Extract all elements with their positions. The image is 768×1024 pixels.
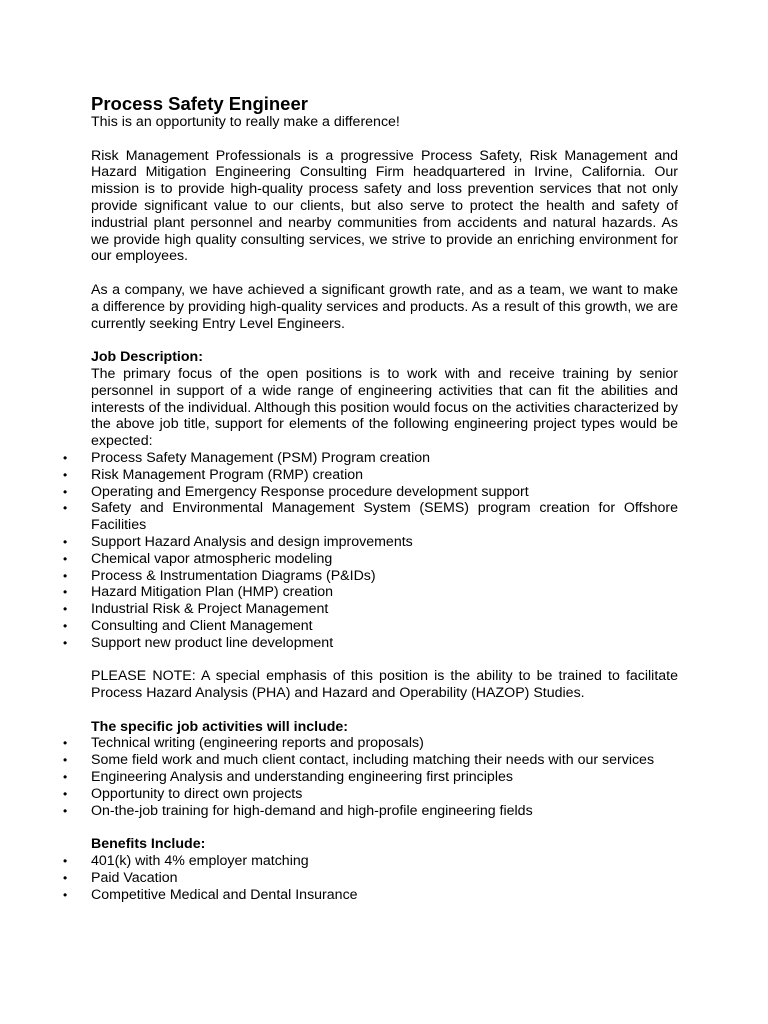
list-item-text: Safety and Environmental Management System (SEMS) program creation for Offshore Facilities bbox=[91, 500, 678, 534]
bullet-icon: • bbox=[63, 585, 68, 600]
list-item-text: Chemical vapor atmospheric modeling bbox=[91, 550, 333, 567]
list-item-text: Competitive Medical and Dental Insurance bbox=[91, 886, 358, 903]
list-item bbox=[63, 735, 678, 752]
list-item-text: Some field work and much client contact, including matching their needs with our services bbox=[91, 752, 655, 769]
list-item-text: 401(k) with 4% employer matching bbox=[91, 853, 309, 870]
list-item bbox=[63, 483, 678, 501]
bullet-icon: • bbox=[63, 854, 68, 869]
list-item-text: Opportunity to direct own projects bbox=[91, 785, 303, 802]
list-item-text: Engineering Analysis and understanding engineering first principles bbox=[91, 769, 513, 786]
please-note: PLEASE NOTE: A special emphasis of this position is the ability to be trained to facilitate Process Hazard Analysis (PHA) and Hazard and Operability (HAZOP) Studies. bbox=[91, 668, 678, 702]
list-item-text: Technical writing (engineering reports and proposals) bbox=[91, 735, 424, 752]
bullet-icon: • bbox=[63, 618, 68, 633]
job-description-text: The primary focus of the open positions is to work with and receive training by senior personnel in support of a wide range of engineering activities that can fit the abilities and interests of the individual. Although this position would focus on the activities characterized by the above job title, support for elements of the following engineering project types would be expected: bbox=[91, 365, 678, 450]
list-item bbox=[63, 550, 678, 568]
list-item-text: Industrial Risk & Project Management bbox=[91, 601, 329, 618]
specific-activities-list bbox=[63, 735, 678, 819]
bullet-icon: • bbox=[63, 803, 68, 818]
bullet-icon: • bbox=[63, 635, 68, 650]
list-item-text: Paid Vacation bbox=[91, 869, 178, 886]
list-item bbox=[63, 802, 678, 820]
bullet-icon: • bbox=[63, 467, 68, 482]
bullet-icon: • bbox=[63, 870, 68, 885]
benefits-list bbox=[63, 853, 678, 903]
list-item-text: Consulting and Client Management bbox=[91, 617, 313, 634]
benefits-heading: Benefits Include: bbox=[91, 836, 206, 853]
job-description-list bbox=[63, 449, 678, 652]
list-item bbox=[63, 853, 678, 870]
bullet-icon: • bbox=[63, 887, 68, 902]
list-item bbox=[63, 886, 678, 904]
list-item bbox=[63, 601, 678, 618]
list-item-text: Process & Instrumentation Diagrams (P&IDs) bbox=[91, 567, 376, 584]
list-item bbox=[63, 567, 678, 585]
list-item-text: Support Hazard Analysis and design improvements bbox=[91, 533, 413, 550]
list-item bbox=[63, 634, 678, 652]
tagline: This is an opportunity to really make a difference! bbox=[91, 114, 400, 130]
bullet-icon: • bbox=[63, 736, 68, 751]
specific-activities-heading: The specific job activities will include: bbox=[91, 718, 349, 735]
list-item bbox=[63, 449, 678, 467]
bullet-icon: • bbox=[63, 501, 68, 516]
intro-paragraph-1: Risk Management Professionals is a progressive Process Safety, Risk Management and Hazard Mitigation Engineering Consulting Firm headquartered in Irvine, California. Our mission is to provide high-quality process safety and loss prevention services that not only provide significant value to our clients, but also serve to protect the health and safety of industrial plant personnel and nearby communities from accidents and natural hazards. As we provide high quality consulting services, we strive to provide an enriching environment for our employees. bbox=[91, 147, 678, 265]
list-item-text: Hazard Mitigation Plan (HMP) creation bbox=[91, 584, 334, 601]
list-item bbox=[63, 584, 678, 601]
bullet-icon: • bbox=[63, 534, 68, 549]
list-item-text: Process Safety Management (PSM) Program creation bbox=[91, 449, 431, 466]
list-item bbox=[63, 617, 678, 635]
bullet-icon: • bbox=[63, 753, 68, 768]
list-item bbox=[63, 466, 678, 484]
page-title: Process Safety Engineer bbox=[91, 93, 308, 114]
document-page bbox=[63, 93, 678, 920]
list-item bbox=[63, 500, 678, 534]
list-item bbox=[63, 785, 678, 803]
intro-paragraph-2: As a company, we have achieved a significant growth rate, and as a team, we want to make a difference by providing high-quality services and products. As a result of this growth, we are currently seeking Entry Level Engineers. bbox=[91, 281, 678, 332]
list-item-text: Risk Management Program (RMP) creation bbox=[91, 466, 364, 483]
bullet-icon: • bbox=[63, 551, 68, 566]
bullet-icon: • bbox=[63, 484, 68, 499]
list-item bbox=[63, 533, 678, 551]
bullet-icon: • bbox=[63, 770, 68, 785]
job-description-heading: Job Description: bbox=[91, 349, 203, 366]
list-item-text: Support new product line development bbox=[91, 634, 334, 651]
list-item-text: On-the-job training for high-demand and high-profile engineering fields bbox=[91, 802, 533, 819]
list-item bbox=[63, 769, 678, 786]
list-item bbox=[63, 752, 678, 769]
list-item-text: Operating and Emergency Response procedure development support bbox=[91, 483, 529, 500]
bullet-icon: • bbox=[63, 786, 68, 801]
bullet-icon: • bbox=[63, 568, 68, 583]
bullet-icon: • bbox=[63, 450, 68, 465]
bullet-icon: • bbox=[63, 602, 68, 617]
list-item bbox=[63, 869, 678, 887]
